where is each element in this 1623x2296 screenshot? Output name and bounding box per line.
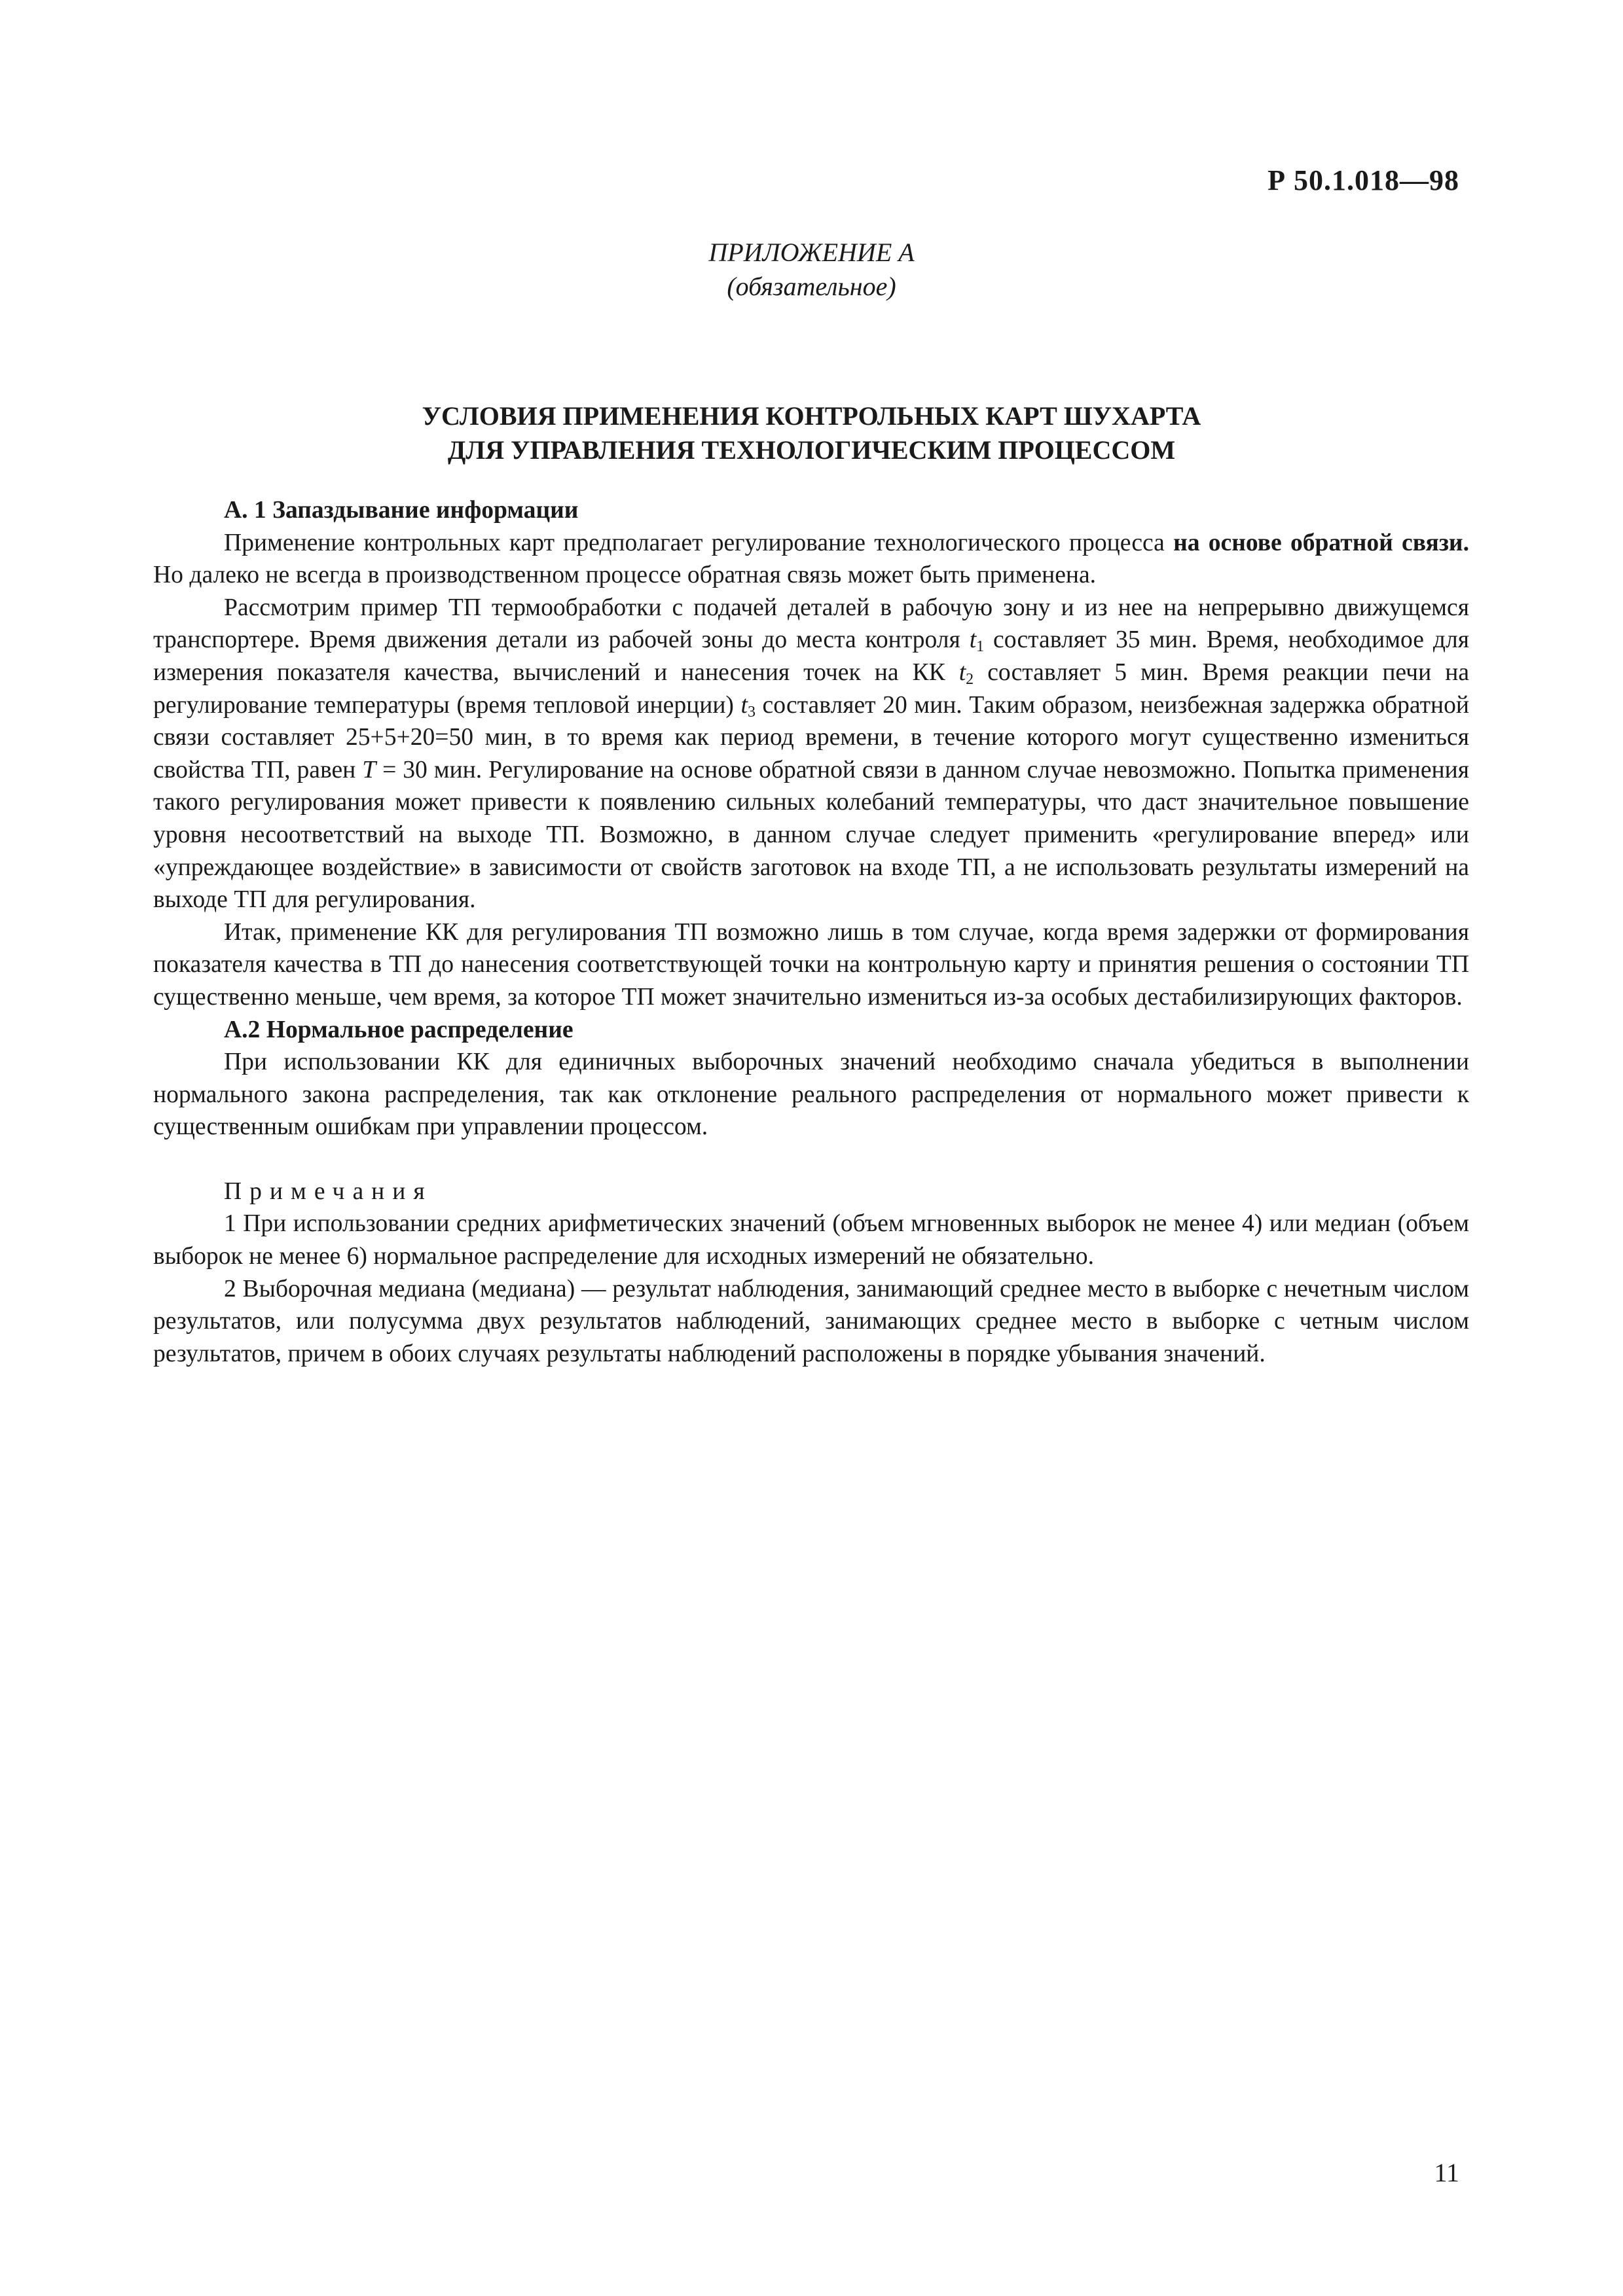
note-2: 2 Выборочная медиана (медиана) — результат наблюдения, занимающий среднее место в выборке с нечетным числом результатов, или полусумма двух результатов наблюдений, занимающих среднее место в выборке с четным числом результатов, причем в обоих случаях результаты наблюдений расположены в порядке убывания значений.: [153, 1275, 1469, 1367]
text-run: Рассмотрим пример ТП термообработки с подачей деталей в рабочую зону и из нее на непрерывно движущемся транспортере. Время движения детали из рабочей зоны до места контроля: [153, 594, 1469, 654]
text-run: Но далеко не всегда в производственном процессе обратная связь может быть применена.: [153, 562, 1097, 589]
title-line-1: УСЛОВИЯ ПРИМЕНЕНИЯ КОНТРОЛЬНЫХ КАРТ ШУХАРТА: [422, 401, 1201, 431]
section-a1-paragraph-2: [153, 592, 1469, 916]
bold-text-run: на основе обратной связи.: [1173, 529, 1469, 556]
section-a2-paragraph-1: При использовании КК для единичных выборочных значений необходимо сначала убедиться в выполнении нормального закона распределения, так как отклонение реального распределения от нормального может привести к существенным ошибкам при управлении процессом.: [153, 1049, 1469, 1141]
text-run: = 30 мин. Регулирование на основе обратной связи в данном случае невозможно. Попытка применения такого регулирования может привести к появлению сильных колебаний температуры, что даст значительное повышение уровня несоответствий на выходе ТП. Возможно, в данном случае следует применить «регулирование вперед» или «упреждающее воздействие» в зависимости от свойств заготовок на входе ТП, а не использовать результаты измерений на выходе ТП для регулирования.: [153, 756, 1470, 914]
variable-t2: t: [958, 658, 966, 686]
section-a2-heading: А.2 Нормальное распределение: [224, 1016, 574, 1043]
document-title: [0, 399, 1623, 467]
section-a1-paragraph-1: [153, 527, 1469, 592]
notes-label: Примечания: [224, 1177, 433, 1205]
subscript-1: 1: [976, 638, 985, 656]
variable-t3: t: [740, 691, 748, 719]
note-1: 1 При использовании средних арифметических значений (объем мгновенных выборок не менее 4) или медиан (объем выборок не менее 6) нормальное распределение для исходных измерений не обязательно.: [153, 1210, 1469, 1270]
appendix-label: ПРИЛОЖЕНИЕ А: [708, 238, 915, 267]
variable-T: T: [362, 756, 376, 783]
text-run: составляет 35 мин. Время, необходимое для измерения показателя качества, вычислений и нанесения точек на КК: [153, 626, 1469, 686]
title-line-2: ДЛЯ УПРАВЛЕНИЯ ТЕХНОЛОГИЧЕСКИМ ПРОЦЕССОМ: [447, 435, 1176, 465]
subscript-2: 2: [966, 670, 974, 688]
page-number: 11: [1434, 2158, 1459, 2187]
appendix-status: (обязательное): [727, 272, 896, 301]
section-a1-paragraph-3: Итак, применение КК для регулирования ТП возможно лишь в том случае, когда время задержки от формирования показателя качества в ТП до нанесения соответствующей точки на контрольную карту и принятия решения о состоянии ТП существенно меньше, чем время, за которое ТП может значительно измениться из-за особых дестабилизирующих факторов.: [153, 918, 1469, 1011]
subscript-3: 3: [747, 703, 756, 721]
section-a1-heading: А. 1 Запаздывание информации: [224, 497, 579, 524]
appendix-header: [0, 236, 1623, 304]
text-run: Применение контрольных карт предполагает регулирование технологического процесса: [224, 529, 1174, 556]
document-code: Р 50.1.018—98: [1267, 164, 1459, 196]
variable-t1: t: [969, 626, 977, 654]
text-run: составляет 5 мин. Время реакции печи на регулирование температуры (время тепловой инерции): [153, 658, 1469, 719]
text-run: составляет 20 мин. Таким образом, неизбежная задержка обратной связи составляет 25+5+20=50 мин, в то время как период времени, в течение которого могут существенно измениться свойства ТП, равен: [153, 691, 1470, 783]
document-body: [153, 494, 1469, 1370]
